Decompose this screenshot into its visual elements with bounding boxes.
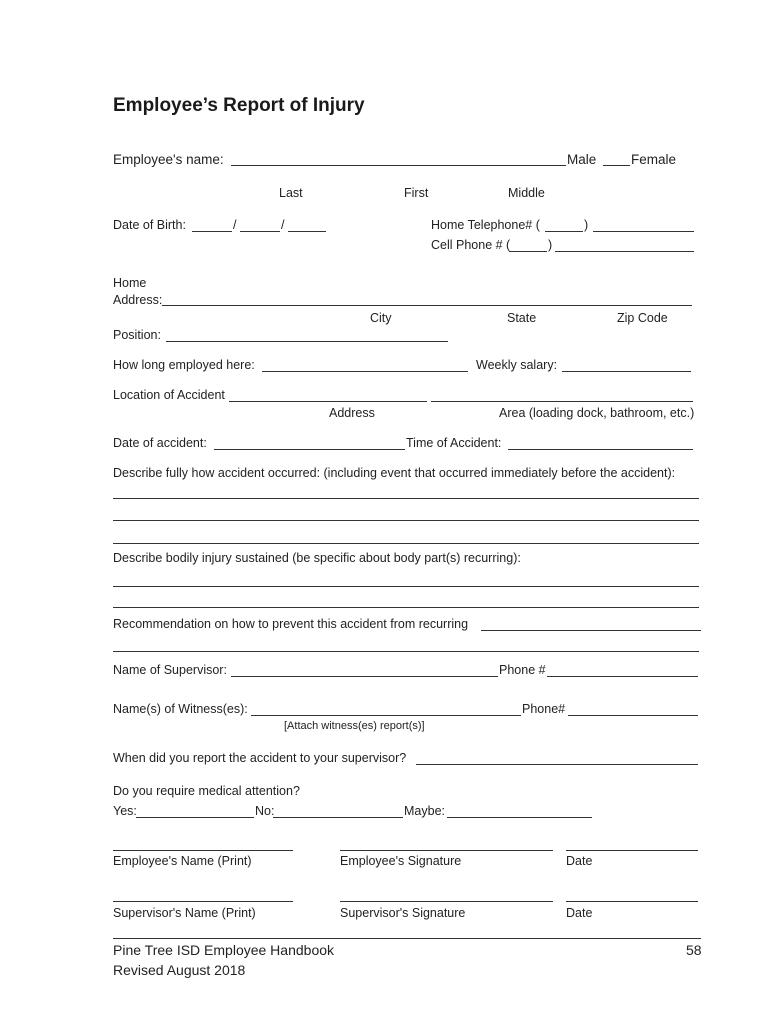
cell-phone-label: Cell Phone # ( [431, 238, 511, 252]
employee-name-print-label: Employee's Name (Print) [113, 854, 252, 868]
witness-name-label: Name(s) of Witness(es): [113, 702, 248, 716]
footer-rule [113, 938, 701, 939]
footer-revised-date: Revised August 2018 [113, 962, 246, 978]
recommendation-line-2[interactable] [113, 651, 699, 652]
name-last-label: Last [279, 186, 303, 200]
dob-sep-2: / [281, 218, 285, 232]
home-phone-label: Home Telephone# ( [431, 218, 540, 232]
how-long-employed-label: How long employed here: [113, 358, 255, 372]
witness-phone-field[interactable] [568, 715, 698, 716]
supervisor-name-print-field[interactable] [113, 901, 293, 902]
medical-no-label: No: [255, 804, 275, 818]
time-of-accident-label: Time of Accident: [406, 436, 502, 450]
supervisor-date-field[interactable] [566, 901, 698, 902]
recommendation-label: Recommendation on how to prevent this accident from recurring [113, 617, 469, 631]
location-area-label: Area (loading dock, bathroom, etc.) [499, 406, 695, 420]
employee-name-field[interactable] [231, 165, 566, 166]
recommendation-field[interactable] [481, 630, 701, 631]
location-address-field[interactable] [229, 401, 427, 402]
dob-sep-1: / [233, 218, 237, 232]
supervisor-signature-field[interactable] [340, 901, 553, 902]
employee-date-field[interactable] [566, 850, 698, 851]
home-phone-area-field[interactable] [545, 231, 583, 232]
location-label: Location of Accident [113, 388, 225, 402]
dob-year-field[interactable] [288, 231, 326, 232]
home-phone-close: ) [584, 218, 589, 232]
name-middle-label: Middle [508, 186, 545, 200]
supervisor-name-label: Name of Supervisor: [113, 663, 227, 677]
medical-attention-question: Do you require medical attention? [113, 784, 300, 798]
cell-phone-close: ) [548, 238, 553, 252]
location-address-label: Address [329, 406, 375, 420]
weekly-salary-field[interactable] [562, 371, 691, 372]
weekly-salary-label: Weekly salary: [476, 358, 558, 372]
date-of-accident-label: Date of accident: [113, 436, 207, 450]
witness-phone-label: Phone# [522, 702, 566, 716]
position-field[interactable] [166, 341, 448, 342]
male-label: Male [567, 152, 597, 167]
city-label: City [370, 311, 392, 325]
how-long-employed-field[interactable] [262, 371, 468, 372]
report-when-label: When did you report the accident to your supervisor? [113, 751, 407, 765]
describe-accident-line-1[interactable] [113, 498, 699, 499]
describe-injury-line-2[interactable] [113, 607, 699, 608]
describe-injury-label: Describe bodily injury sustained (be specific about body part(s) recurring): [113, 551, 521, 565]
supervisor-name-field[interactable] [231, 676, 498, 677]
supervisor-phone-field[interactable] [547, 676, 698, 677]
describe-accident-line-2[interactable] [113, 520, 699, 521]
dob-label: Date of Birth: [113, 218, 186, 232]
medical-maybe-label: Maybe: [404, 804, 445, 818]
describe-injury-line-1[interactable] [113, 586, 699, 587]
state-label: State [507, 311, 537, 325]
medical-no-field[interactable] [273, 817, 403, 818]
home-label: Home [113, 276, 147, 290]
position-label: Position: [113, 328, 161, 342]
employee-name-print-field[interactable] [113, 850, 293, 851]
dob-month-field[interactable] [192, 231, 232, 232]
female-label: Female [631, 152, 677, 167]
medical-maybe-field[interactable] [447, 817, 592, 818]
medical-yes-field[interactable] [136, 817, 254, 818]
employee-name-label: Employee's name: [113, 152, 224, 167]
witness-name-field[interactable] [251, 715, 521, 716]
describe-accident-line-3[interactable] [113, 543, 699, 544]
witness-attach-note: [Attach witness(es) report(s)] [284, 720, 425, 732]
supervisor-date-label: Date [566, 906, 593, 920]
dob-day-field[interactable] [240, 231, 280, 232]
home-phone-number-field[interactable] [593, 231, 694, 232]
form-title: Employee’s Report of Injury [113, 95, 365, 116]
address-label: Address: [113, 293, 163, 307]
home-address-field[interactable] [162, 305, 692, 306]
employee-signature-field[interactable] [340, 850, 553, 851]
medical-yes-label: Yes: [113, 804, 137, 818]
report-when-field[interactable] [416, 764, 698, 765]
cell-phone-number-field[interactable] [555, 251, 694, 252]
supervisor-name-print-label: Supervisor's Name (Print) [113, 906, 256, 920]
male-female-field[interactable] [603, 165, 630, 166]
supervisor-signature-label: Supervisor's Signature [340, 906, 466, 920]
employee-signature-label: Employee's Signature [340, 854, 462, 868]
describe-accident-label: Describe fully how accident occurred: (including event that occurred immediately before the accident): [113, 466, 676, 480]
zip-label: Zip Code [617, 311, 668, 325]
cell-phone-area-field[interactable] [509, 251, 547, 252]
employee-date-label: Date [566, 854, 593, 868]
supervisor-phone-label: Phone # [499, 663, 546, 677]
footer-handbook-title: Pine Tree ISD Employee Handbook [113, 942, 335, 958]
footer-page-number: 58 [686, 942, 702, 958]
date-of-accident-field[interactable] [214, 449, 405, 450]
location-area-field[interactable] [431, 401, 693, 402]
time-of-accident-field[interactable] [508, 449, 693, 450]
name-first-label: First [404, 186, 429, 200]
